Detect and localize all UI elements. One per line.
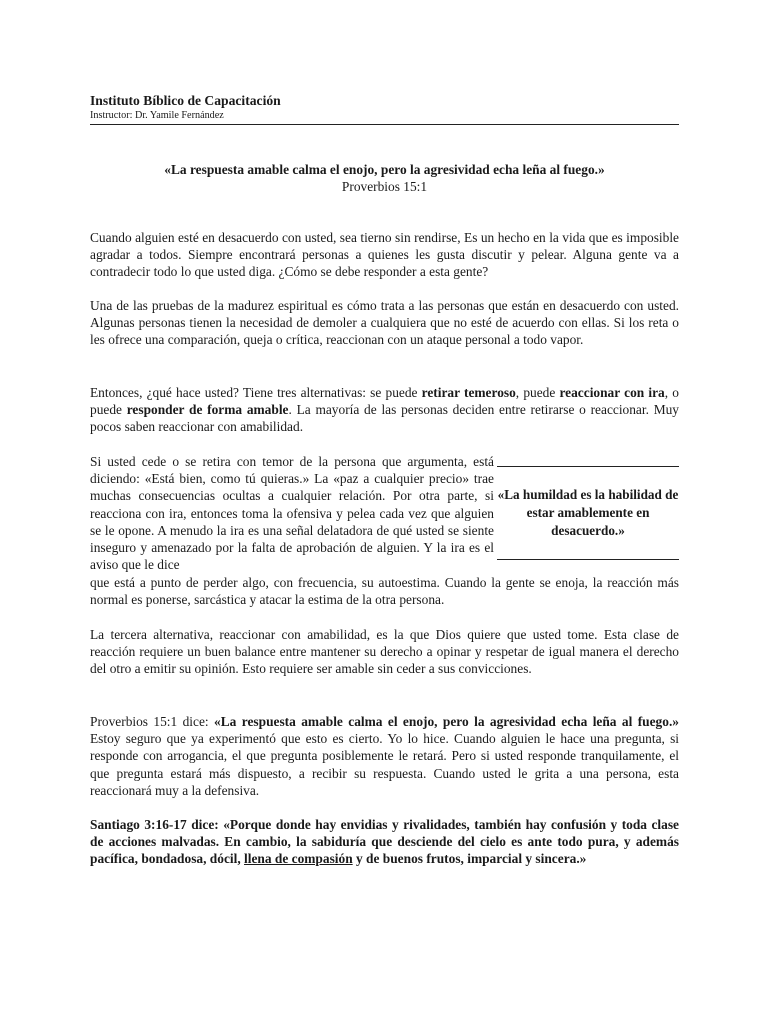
proverbs-quote: «La respuesta amable calma el enojo, pero la agresividad echa leña al fuego.» — [214, 714, 679, 729]
paragraph-3-text-c: , puede — [515, 385, 560, 400]
paragraph-1: Cuando alguien esté en desacuerdo con usted, sea tierno sin rendirse, Es un hecho en la vida que es imposible agradar a todos. Siempre encontrará personas a quienes les gusta discutir y pelear. Alguna gente va a contradecir todo lo que usted diga. ¿Cómo se debe responder a esta gente? — [90, 230, 679, 280]
paragraph-4-wide: que está a punto de perder algo, con frecuencia, su autoestima. Cuando la gente se enoja, la reacción más normal es ponerse, sarcástica y atacar la estima de la otra persona. — [90, 575, 679, 608]
paragraph-6-text-a: Proverbios 15:1 dice: — [90, 714, 215, 729]
underlined-phrase: llena de compasión — [244, 851, 353, 867]
paragraph-7-text-b: y de buenos frutos, imparcial y sincera.» — [352, 851, 587, 867]
option-retreat: retirar temeroso — [421, 385, 516, 400]
paragraph-3-text-e: . La mayoría de las personas deciden entre retirarse o reaccionar. Muy pocos saben reaccionar con amabilidad. — [90, 402, 679, 435]
pull-quote-text: «La humildad es la habilidad de estar amablemente en desacuerdo.» — [497, 487, 679, 538]
paragraph-3-text-a: Entonces, ¿qué hace usted? Tiene tres alternativas: se puede — [90, 385, 422, 400]
institute-name: Instituto Bíblico de Capacitación — [90, 93, 281, 108]
paragraph-2: Una de las pruebas de la madurez espiritual es cómo trata a las personas que están en desacuerdo con usted. Algunas personas tienen la necesidad de demoler a cualquiera que no esté de acuerdo con ellas. Si los reta o les ofrece una comparación, queja o crítica, reaccionan con un ataque personal a todo vapor. — [90, 298, 679, 348]
instructor-name: Instructor: Dr. Yamile Fernández — [90, 110, 224, 121]
paragraph-5: La tercera alternativa, reaccionar con amabilidad, es la que Dios quiere que usted tome. Esta clase de reacción requiere un buen balance entre mantener su derecho a opinar y respetar de igual manera el derecho del otro a emitir su opinión. Esto requiere ser amable sin ceder a sus convicciones. — [90, 627, 679, 677]
opening-quote — [90, 161, 679, 195]
paragraph-7 — [90, 816, 679, 868]
document-header — [90, 93, 679, 125]
paragraph-3 — [90, 384, 679, 436]
quote-reference: Proverbios 15:1 — [341, 179, 428, 194]
paragraph-7-text-a: Santiago 3:16-17 dice: «Porque donde hay envidias y rivalidades, también hay confusión y toda clase de acciones malvadas. En cambio, la sabiduría que desciende del cielo es ante todo pura, y además pacífica, bondadosa, dócil, — [90, 817, 679, 867]
paragraph-4-narrow: Si usted cede o se retira con temor de la persona que argumenta, está diciendo: «Está bien, como tú quieras.» La «paz a cualquier precio» trae muchas consecuencias ocultas a cualquier relación. Por otra parte, si reacciona con ira, entonces toma la ofensiva y pelea cada vez que alguien se le opone. A menudo la ira es una señal delatadora de qué usted se siente inseguro y amenazado por la falta de aprobación de alguien. Y la ira es el aviso que le dice — [90, 454, 494, 573]
pull-quote — [497, 466, 679, 560]
paragraph-3-text-d: , o puede — [90, 385, 679, 418]
paragraph-6-text-c: Estoy seguro que ya experimentó que esto es cierto. Yo lo hice. Cuando alguien le hace una pregunta, si responde con arrogancia, el que pregunta posiblemente le retará. Pero si usted responde tranquilamente, el que pregunta estará más dispuesto, a recibir su respuesta. Cuando usted le grita a una persona, esta reaccionará muy a la defensiva. — [90, 731, 679, 798]
paragraph-6 — [90, 713, 679, 799]
option-anger: reaccionar con ira — [559, 385, 665, 400]
quote-text: «La respuesta amable calma el enojo, pero la agresividad echa leña al fuego.» — [164, 162, 605, 177]
option-kindness: responder de forma amable — [126, 402, 289, 418]
